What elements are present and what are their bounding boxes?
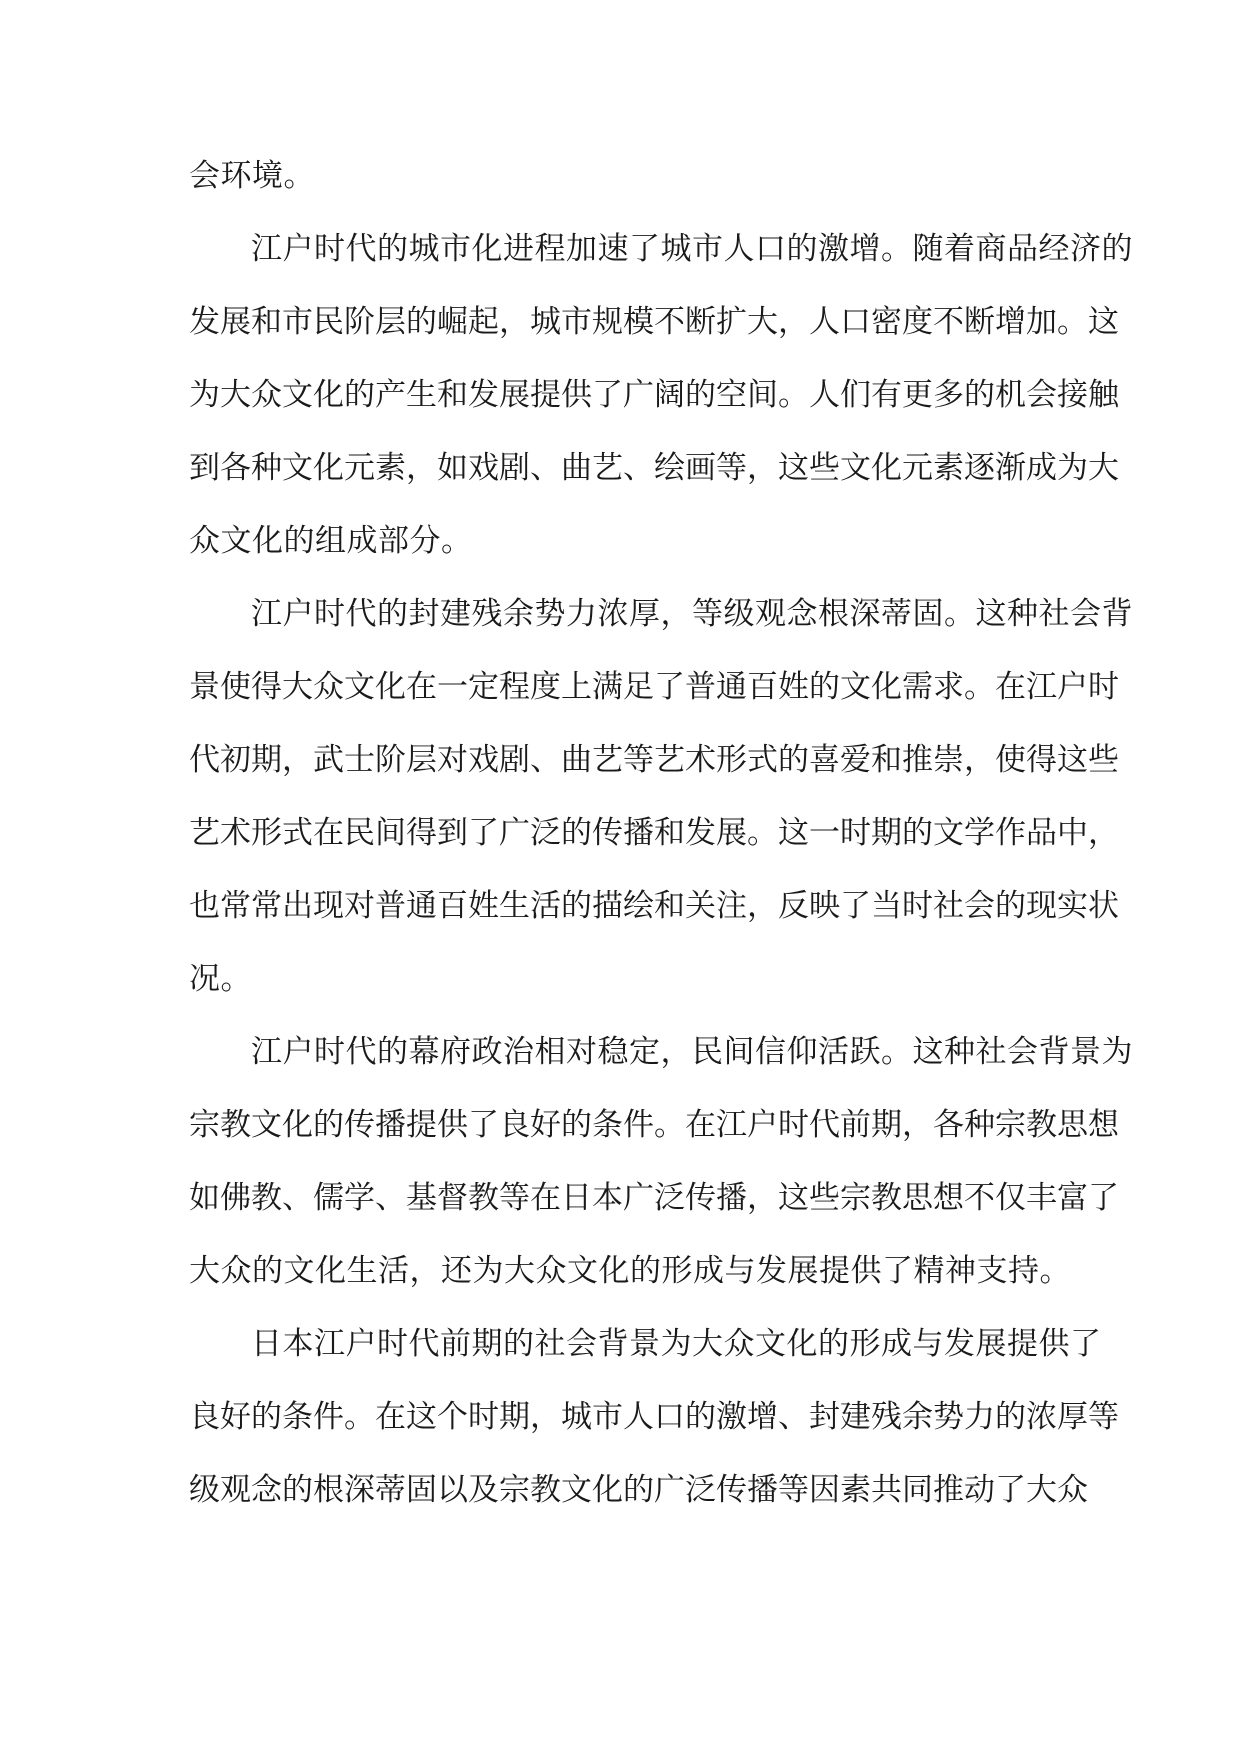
- document-page: [189, 140, 1133, 1527]
- text-line: 代初期，武士阶层对戏剧、曲艺等艺术形式的喜爱和推崇，使得这些: [189, 742, 1119, 778]
- text-line: 会环境。: [189, 158, 315, 194]
- paragraph-first-line: 江户时代的封建残余势力浓厚，等级观念根深蒂固。这种社会背: [251, 596, 1133, 632]
- text-line: 级观念的根深蒂固以及宗教文化的广泛传播等因素共同推动了大众: [189, 1472, 1088, 1508]
- paragraph-first-line: 江户时代的城市化进程加速了城市人口的激增。随着商品经济的: [251, 231, 1133, 267]
- text-line: 为大众文化的产生和发展提供了广阔的空间。人们有更多的机会接触: [189, 377, 1119, 413]
- paragraph-first-line: 日本江户时代前期的社会背景为大众文化的形成与发展提供了: [251, 1326, 1102, 1362]
- text-line: 如佛教、儒学、基督教等在日本广泛传播，这些宗教思想不仅丰富了: [189, 1180, 1119, 1216]
- text-line: 况。: [189, 961, 252, 997]
- text-line: 艺术形式在民间得到了广泛的传播和发展。这一时期的文学作品中，: [189, 815, 1119, 851]
- text-line: 也常常出现对普通百姓生活的描绘和关注，反映了当时社会的现实状: [189, 888, 1119, 924]
- paragraph-first-line: 江户时代的幕府政治相对稳定，民间信仰活跃。这种社会背景为: [251, 1034, 1133, 1070]
- text-line: 良好的条件。在这个时期，城市人口的激增、封建残余势力的浓厚等: [189, 1399, 1119, 1435]
- text-line: 发展和市民阶层的崛起，城市规模不断扩大，人口密度不断增加。这: [189, 304, 1119, 340]
- text-line: 景使得大众文化在一定程度上满足了普通百姓的文化需求。在江户时: [189, 669, 1119, 705]
- text-line: 宗教文化的传播提供了良好的条件。在江户时代前期，各种宗教思想: [189, 1107, 1119, 1143]
- text-line: 到各种文化元素，如戏剧、曲艺、绘画等，这些文化元素逐渐成为大: [189, 450, 1119, 486]
- text-line: 众文化的组成部分。: [189, 523, 473, 559]
- text-line: 大众的文化生活，还为大众文化的形成与发展提供了精神支持。: [189, 1253, 1071, 1289]
